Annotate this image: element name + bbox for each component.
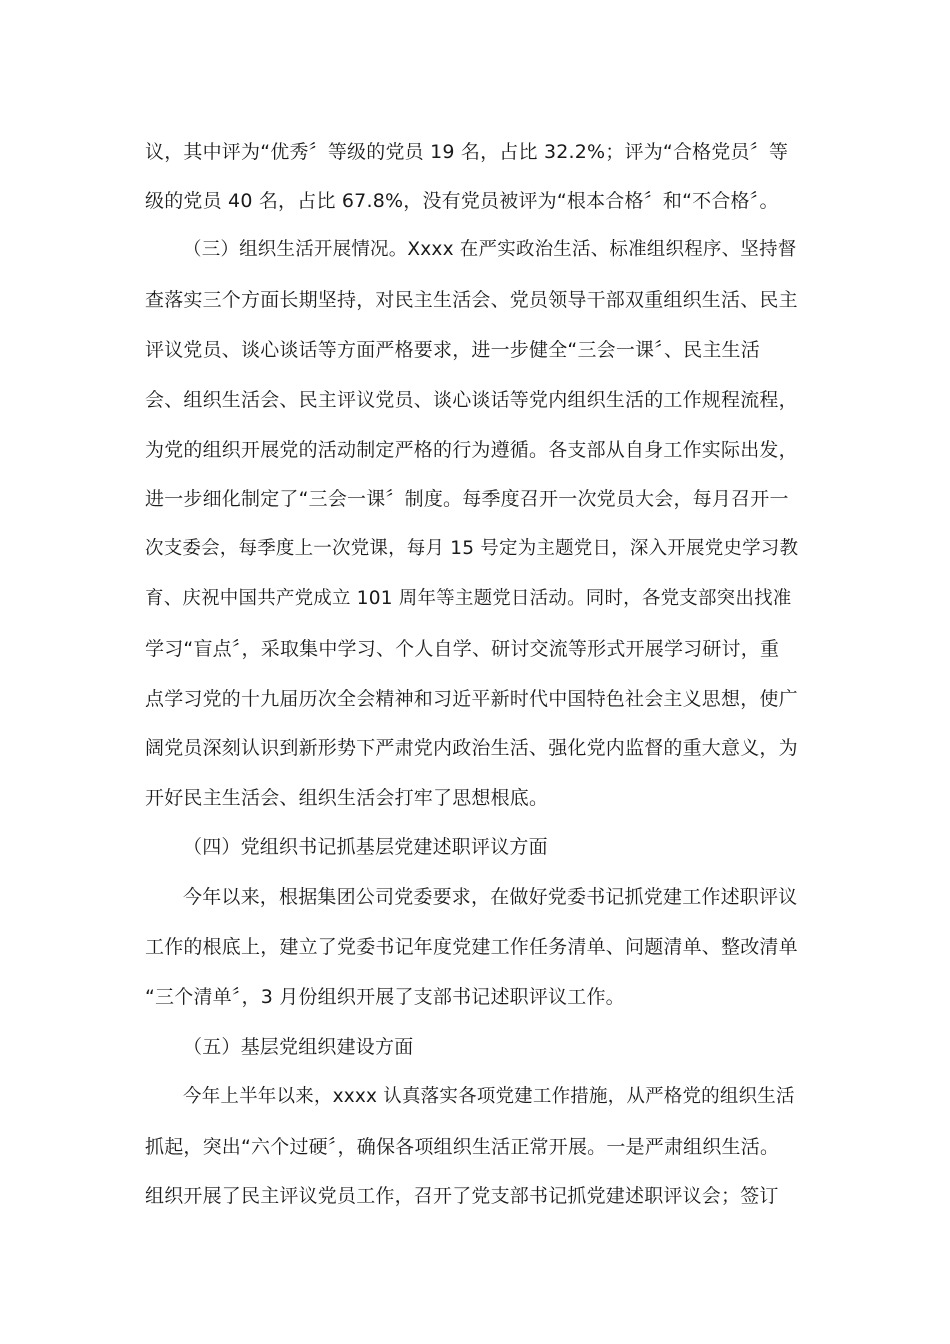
text-line: 评议党员、谈心谈话等方面严格要求，进一步健全“三会一课〞、民主生活 xyxy=(145,339,760,361)
text-line: 今年以来，根据集团公司党委要求，在做好党委书记抓党建工作述职评议 xyxy=(183,886,798,908)
text-line: 次支委会，每季度上一次党课，每月 15 号定为主题党日，深入开展党史学习教 xyxy=(145,538,799,559)
text-line: 今年上半年以来，xxxx 认真落实各项党建工作措施，从严格党的组织生活 xyxy=(183,1086,795,1107)
text-line: 议，其中评为“优秀〞等级的党员 19 名，占比 32.2%；评为“合格党员〞等 xyxy=(145,141,789,163)
text-line: 阔党员深刻认识到新形势下严肃党内政治生活、强化党内监督的重大意义，为 xyxy=(145,737,798,759)
text-line: 为党的组织开展党的活动制定严格的行为遵循。各支部从自身工作实际出发， xyxy=(145,439,798,461)
text-line: 育、庆祝中国共产党成立 101 周年等主题党日活动。同时，各党支部突出找准 xyxy=(145,588,792,609)
text-line: 学习“盲点〞，采取集中学习、个人自学、研讨交流等形式开展学习研讨，重 xyxy=(145,638,780,660)
text-line: 查落实三个方面长期坚持，对民主生活会、党员领导干部双重组织生活、民主 xyxy=(145,289,798,311)
text-line: 组织开展了民主评议党员工作，召开了党支部书记抓党建述职评议会；签订 xyxy=(145,1185,779,1207)
section-heading-5: （五）基层党组织建设方面 xyxy=(183,1036,414,1058)
text-line: 会、组织生活会、民主评议党员、谈心谈话等党内组织生活的工作规程流程， xyxy=(145,389,798,411)
section-heading-3: （三）组织生活开展情况。Xxxx 在严实政治生活、标准组织程序、坚持督 xyxy=(183,239,797,260)
text-line: 工作的根底上，建立了党委书记年度党建工作任务清单、问题清单、整改清单 xyxy=(145,936,798,958)
text-line: 进一步细化制定了“三会一课〞制度。每季度召开一次党员大会，每月召开一 xyxy=(145,488,789,510)
text-line: 开好民主生活会、组织生活会打牢了思想根底。 xyxy=(145,787,549,809)
section-heading-4: （四）党组织书记抓基层党建述职评议方面 xyxy=(183,836,548,858)
text-line: 点学习党的十九届历次全会精神和习近平新时代中国特色社会主义思想，使广 xyxy=(145,688,798,710)
text-line: “三个清单〞，3 月份组织开展了支部书记述职评议工作。 xyxy=(145,986,625,1008)
text-line: 级的党员 40 名，占比 67.8%，没有党员被评为“根本合格〞和“不合格〞。 xyxy=(145,190,779,212)
text-line: 抓起，突出“六个过硬〞，确保各项组织生活正常开展。一是严肃组织生活。 xyxy=(145,1136,780,1158)
